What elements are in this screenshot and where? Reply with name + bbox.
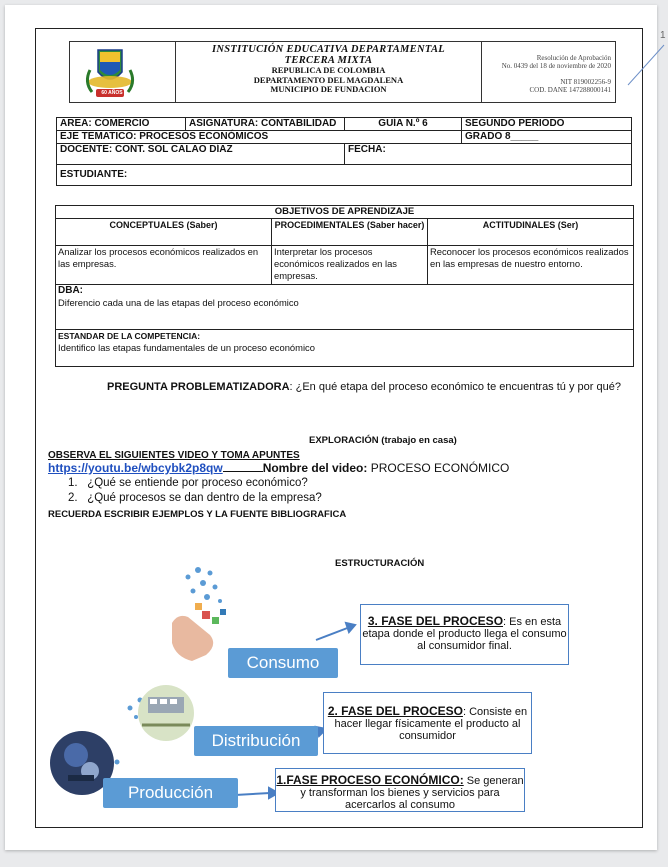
page-curl-decoration [626, 40, 666, 100]
phase-2-box [323, 692, 532, 754]
subject-cell: ASIGNATURA: CONTABILIDAD [186, 118, 345, 131]
link-underline-blank [223, 461, 263, 472]
problem-question [107, 381, 621, 393]
phase-3-title: 3. FASE DEL PROCESO [367, 614, 504, 628]
student-info-table [56, 117, 632, 186]
phase-1-title: 1.FASE PROCESO ECONÓMICO: [276, 773, 464, 787]
video-line [48, 461, 509, 475]
dane-line: COD. DANE 147288000141 [529, 86, 611, 94]
question-item: 2. ¿Qué procesos se dan dentro de la empresa? [68, 492, 322, 504]
video-name: PROCESO ECONÓMICO [367, 461, 510, 475]
question-list [68, 476, 322, 506]
problem-question-label: PREGUNTA PROBLEMATIZADORA [107, 381, 290, 393]
resolution-block [481, 42, 616, 102]
resolution-line-2: No. 0439 del 18 de noviembre de 2020 [501, 62, 611, 70]
theme-cell: EJE TEMATICO: PROCESOS ECONÓMICOS [57, 131, 462, 144]
institution-title-block [176, 44, 481, 95]
attitudinal-cell: Reconocer los procesos económicos realizados en las empresas de nuestro entorno. [428, 246, 634, 285]
procedural-cell: Interpretar los procesos económicos realizados en las empresas. [272, 246, 428, 285]
department-line: DEPARTAMENTO DEL MAGDALENA [253, 74, 404, 85]
distribution-stage-label: Distribución [194, 726, 318, 756]
conceptual-cell: Analizar los procesos económicos realizados en las empresas. [56, 246, 272, 285]
conceptual-header: CONCEPTUALES (Saber) [56, 219, 272, 246]
republic-line: REPUBLICA DE COLOMBIA [271, 65, 386, 75]
period-cell: SEGUNDO PERIODO [462, 118, 632, 131]
objectives-table [55, 205, 634, 367]
consumption-stage-label: Consumo [228, 648, 338, 678]
dba-cell [56, 285, 634, 330]
page-number: 1 [660, 30, 666, 41]
competencia-cell [56, 330, 634, 367]
consumption-illustration [172, 603, 226, 661]
phase-3-box [360, 604, 569, 665]
institution-header [69, 41, 616, 103]
problem-question-text: : ¿En qué etapa del proceso económico te encuentras tú y por qué? [289, 381, 621, 393]
video-link[interactable]: https://youtu.be/wbcybk2p8qw [48, 461, 223, 475]
resolution-line-1: Resolución de Aprobación [536, 54, 611, 62]
dba-text: Diferencio cada una de las etapas del proceso económico [58, 297, 299, 308]
school-logo [70, 42, 176, 102]
area-cell: AREA: COMERCIO [57, 118, 186, 131]
nit-line: NIT 819002256-9 [560, 78, 611, 86]
production-stage-label: Producción [103, 778, 238, 808]
student-cell: ESTUDIANTE: [57, 165, 632, 186]
question-item: 1. ¿Qué se entiende por proceso económico? [68, 477, 308, 489]
attitudinal-header: ACTITUDINALES (Ser) [428, 219, 634, 246]
guide-cell: GUÍA N.º 6 [345, 118, 462, 131]
phase-1-text: Se generan y transforman los bienes y servicios para acercarlos al consumo [300, 775, 524, 811]
date-cell: FECHA: [345, 144, 632, 165]
reminder-text: RECUERDA ESCRIBIR EJEMPLOS Y LA FUENTE BIBLIOGRAFICA [48, 509, 347, 520]
institution-name: INSTITUCIÓN EDUCATIVA DEPARTAMENTAL [212, 44, 445, 55]
teacher-cell: DOCENTE: CONT. SOL CALAO DÍAZ [57, 144, 345, 165]
exploration-title: EXPLORACIÓN (trabajo en casa) [309, 435, 457, 446]
phase-1-box [275, 768, 525, 812]
video-instruction: OBSERVA EL SIGUIENTES VIDEO Y TOMA APUNTES [48, 450, 300, 461]
distribution-illustration [138, 685, 194, 741]
dba-label: DBA: [58, 285, 83, 296]
logo-label: 60 AÑOS [101, 90, 123, 96]
procedural-header: PROCEDIMENTALES (Saber hacer) [272, 219, 428, 246]
video-name-label: Nombre del video: [262, 461, 368, 475]
competencia-label: ESTANDAR DE LA COMPETENCIA: [58, 331, 201, 341]
institution-subname: TERCERA MIXTA [284, 55, 373, 66]
municipality-line: MUNICIPIO DE FUNDACION [270, 84, 387, 94]
grade-cell: GRADO 8_____ [462, 131, 632, 144]
phase-2-text: : Consiste en hacer llegar físicamente el producto al consumidor [334, 706, 528, 742]
competencia-text: Identifico las etapas fundamentales de un proceso económico [58, 342, 315, 353]
phase-3-text: : Es en esta etapa donde el producto llega el consumo al consumidor final. [362, 616, 567, 652]
objectives-title: OBJETIVOS DE APRENDIZAJE [56, 206, 634, 219]
phase-2-title: 2. FASE DEL PROCESO [327, 704, 463, 718]
structure-title: ESTRUCTURACIÓN [335, 558, 425, 569]
